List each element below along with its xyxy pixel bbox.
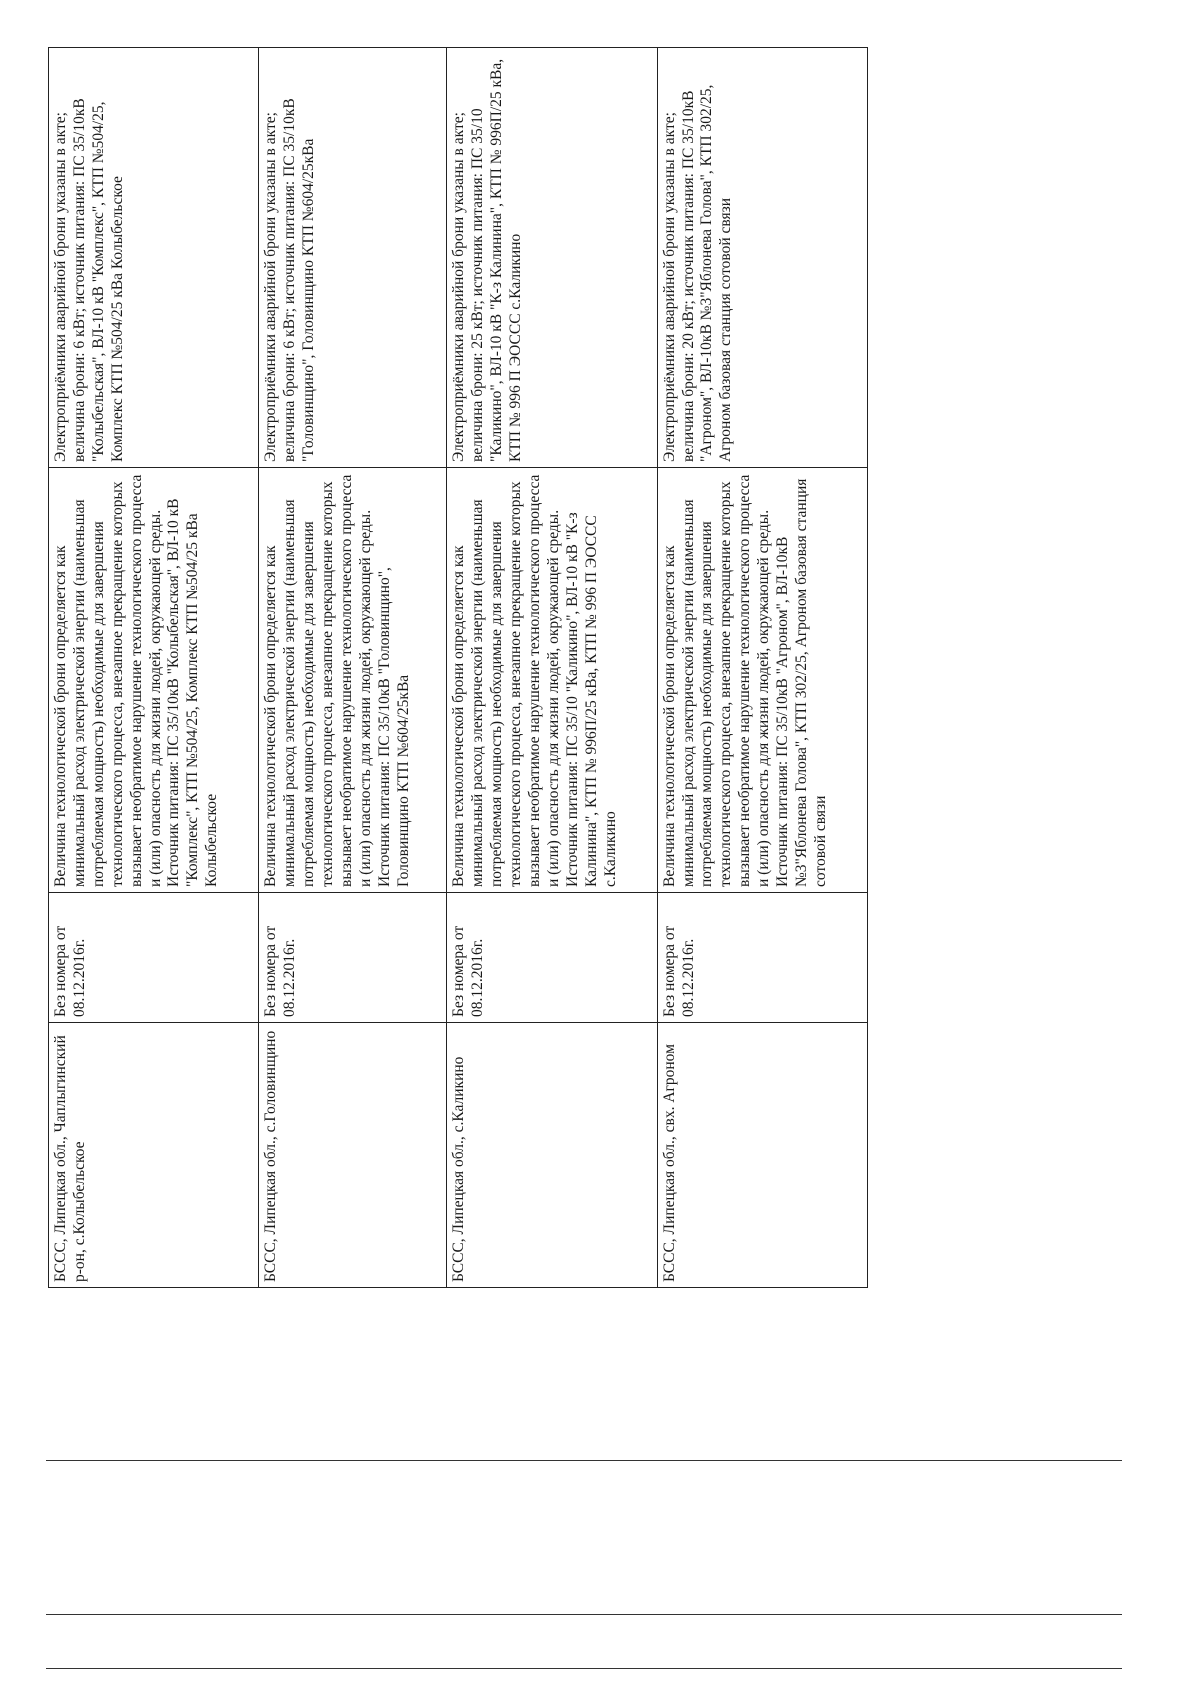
act-date-cell: Без номера от 08.12.2016г. [447,893,657,1023]
location-cell: БССС, Липецкая обл., с.Головинщино [259,1023,447,1288]
technological-reserve-cell: Величина технологической брони определяется как минимальный расход электрической энергии (наименьшая потребляемая мощность) необходимые для завершения технологического процесса, внезапное прекращение которых вызывает необратимое нарушение технологического процесса и (или) опасность для жизни людей, окружающей среды. Источник питания: ПС 35/10кВ "Агроном", ВЛ-10кВ №3"Яблонева Голова", КТП 302/25, Агроном базовая станция сотовой связи [657,468,867,893]
technological-reserve-cell: Величина технологической брони определяется как минимальный расход электрической энергии (наименьшая потребляемая мощность) необходимые для завершения технологического процесса, внезапное прекращение которых вызывает необратимое нарушение технологического процесса и (или) опасность для жизни людей, окружающей среды. Источник питания: ПС 35/10кВ "Головинщино", Головинщино КТП №604/25кВа [259,468,447,893]
location-cell: БССС, Липецкая обл., с.Каликино [447,1023,657,1288]
act-date-cell: Без номера от 08.12.2016г. [49,893,259,1023]
emergency-reserve-cell: Электроприёмники аварийной брони указаны в акте; величина брони: 25 кВт; источник питания: ПС 35/10 "Каликино", ВЛ-10 кВ "К-з Калинина", КТП № 996П/25 кВа, КТП № 996 П ЭОССС с.Каликино [447,48,657,468]
table-row [259,48,447,1288]
technological-reserve-cell: Величина технологической брони определяется как минимальный расход электрической энергии (наименьшая потребляемая мощность) необходимые для завершения технологического процесса, внезапное прекращение которых вызывает необратимое нарушение технологического процесса и (или) опасность для жизни людей, окружающей среды. Источник питания: ПС 35/10кВ "Колыбельская", ВЛ-10 кВ "Комплекс", КТП №504/25, Комплекс КТП №504/25 кВа Колыбельское [49,468,259,893]
act-date-cell: Без номера от 08.12.2016г. [259,893,447,1023]
rotated-table-container [48,48,868,1288]
table-row [447,48,657,1288]
signature-line [46,1614,1122,1615]
location-cell: БССС, Липецкая обл., Чаплыгинский р-он, с.Колыбельское [49,1023,259,1288]
table-row [49,48,259,1288]
technological-reserve-cell: Величина технологической брони определяется как минимальный расход электрической энергии (наименьшая потребляемая мощность) необходимые для завершения технологического процесса, внезапное прекращение которых вызывает необратимое нарушение технологического процесса и (или) опасность для жизни людей, окружающей среды. Источник питания: ПС 35/10 "Каликино", ВЛ-10 кВ "К-з Калинина", КТП № 996П/25 кВа, КТП № 996 П ЭОССС с.Каликино [447,468,657,893]
signature-line [46,1668,1122,1669]
signature-line [46,1460,1122,1461]
table-row [657,48,867,1288]
emergency-reserve-cell: Электроприёмники аварийной брони указаны в акте; величина брони: 6 кВт; источник питания: ПС 35/10кВ "Колыбельская", ВЛ-10 кВ "Комплекс", КТП №504/25, Комплекс КТП №504/25 кВа Колыбельское [49,48,259,468]
power-reserve-table [48,47,868,1288]
act-date-cell: Без номера от 08.12.2016г. [657,893,867,1023]
emergency-reserve-cell: Электроприёмники аварийной брони указаны в акте; величина брони: 6 кВт; источник питания: ПС 35/10кВ "Головинщино", Головинщино КТП №604/25кВа [259,48,447,468]
location-cell: БССС, Липецкая обл., свх. Агроном [657,1023,867,1288]
emergency-reserve-cell: Электроприёмники аварийной брони указаны в акте; величина брони: 20 кВт; источник питания: ПС 35/10кВ "Агроном", ВЛ-10кВ №3"Яблонева Голова", КТП 302/25, Агроном базовая станция сотовой связи [657,48,867,468]
